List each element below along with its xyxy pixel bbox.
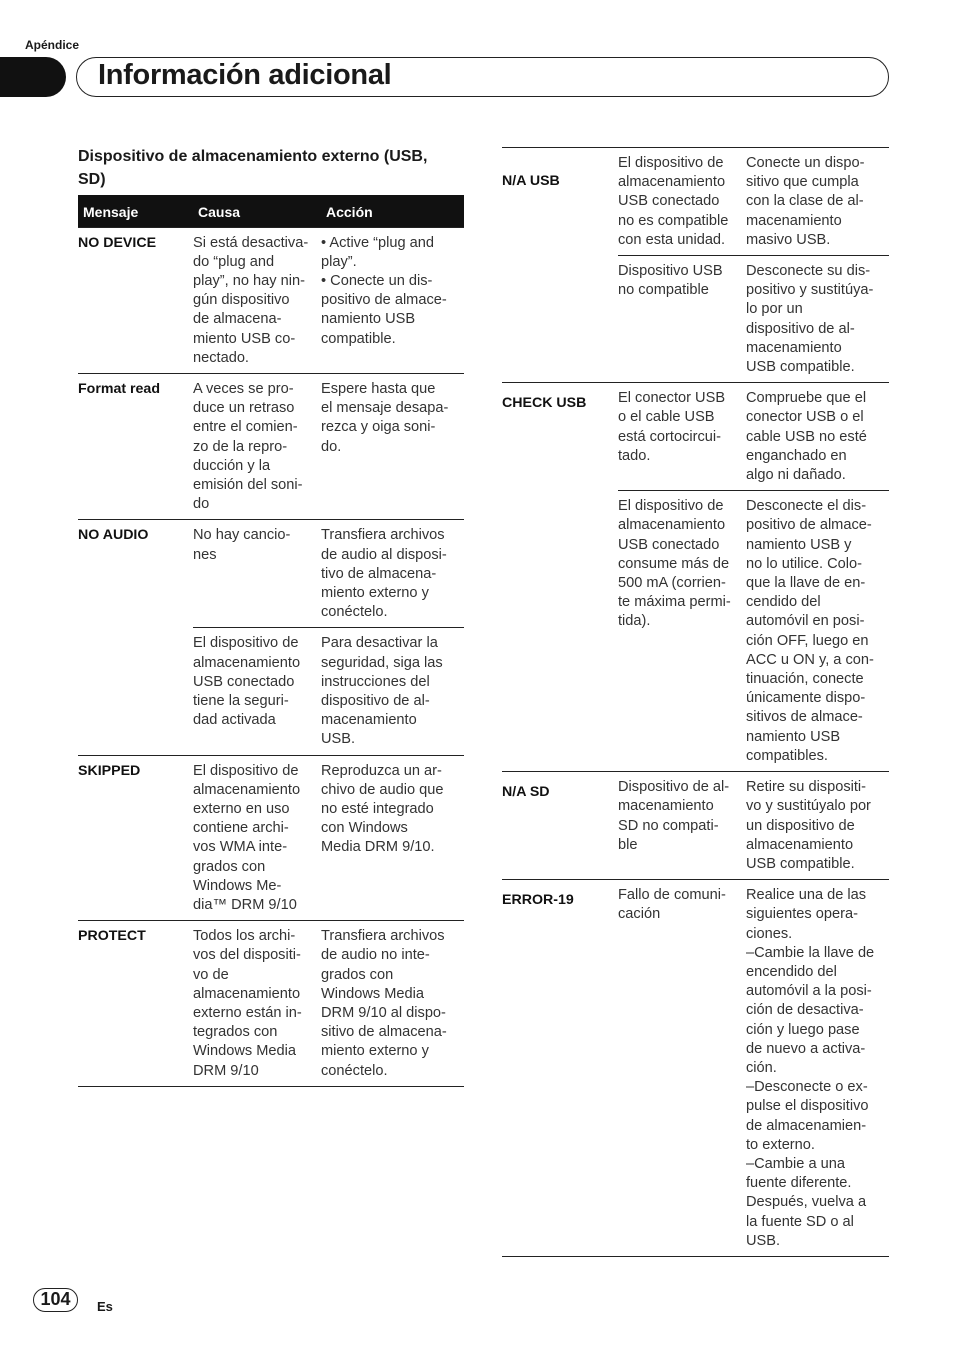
cause-cell — [193, 628, 321, 755]
action-text-line: sitivo de almacena- — [321, 1024, 447, 1041]
cause-text-line: externo en uso — [193, 800, 290, 817]
action-text-line: Retire su dispositi- — [746, 779, 867, 796]
cause-text-line: vos del dispositi- — [193, 947, 301, 964]
action-text-line: pulse el dispositivo — [746, 1098, 869, 1115]
cause-text-line: miento USB co- — [193, 330, 296, 347]
cause-text-line: Windows Me- — [193, 877, 282, 894]
cause-text-line: almacenamiento — [618, 517, 726, 534]
action-text-line: –Cambie a una — [746, 1155, 845, 1172]
cause-cell — [193, 373, 321, 519]
message-cell — [78, 628, 193, 755]
table-row — [78, 628, 464, 755]
cause-text-line: tiene la seguri- — [193, 692, 289, 709]
action-cell — [321, 520, 464, 628]
action-text-line: Desconecte el dis- — [746, 498, 867, 515]
header-accion: Acción — [321, 195, 464, 227]
cause-text-line: emisión del soni- — [193, 476, 303, 493]
cause-text-line: almacenamiento — [193, 985, 301, 1002]
action-text-line: rezca y oiga soni- — [321, 419, 436, 436]
action-cell — [746, 256, 889, 383]
message-cell — [502, 491, 618, 772]
action-text-line: USB. — [321, 731, 356, 748]
action-text-line: dispositivo de al- — [746, 320, 855, 337]
cause-text-line: A veces se pro- — [193, 380, 294, 397]
action-text-line: conector USB o el — [746, 409, 864, 426]
cause-text-line: do “plug and — [193, 253, 275, 270]
action-text-line: macenamiento — [321, 712, 417, 729]
cause-cell — [193, 755, 321, 921]
action-text-line: ción y luego pase — [746, 1021, 860, 1038]
cause-text-line: USB conectado — [618, 193, 720, 210]
action-text-line: sitivos de almace- — [746, 709, 863, 726]
message-cell: NO DEVICE — [78, 227, 193, 373]
action-text-line: –Cambie la llave de — [746, 944, 875, 961]
action-cell — [321, 628, 464, 755]
table-row — [502, 383, 889, 491]
cause-text-line: do — [193, 496, 210, 513]
action-text-line: vo y sustitúyalo por — [746, 798, 871, 815]
cause-text-line: El dispositivo de — [193, 635, 299, 652]
message-cell — [502, 256, 618, 383]
message-cell: ERROR-19 — [502, 880, 618, 1257]
action-text-line: con Windows — [321, 820, 408, 837]
cause-text-line: DRM 9/10 — [193, 1062, 259, 1079]
cause-text-line: tegrados con — [193, 1024, 278, 1041]
action-text-line: compatible. — [321, 330, 396, 347]
cause-text-line: no compatible — [618, 282, 709, 299]
cause-text-line: consume más de — [618, 555, 730, 572]
cause-text-line: tado. — [618, 447, 651, 464]
cause-cell — [618, 148, 746, 256]
action-text-line: enganchado en — [746, 447, 847, 464]
action-text-line: encendido del — [746, 963, 837, 980]
action-text-line: Realice una de las — [746, 887, 867, 904]
action-text-line: Reproduzca un ar- — [321, 762, 442, 779]
table-row — [502, 772, 889, 880]
header-mensaje: Mensaje — [78, 195, 193, 227]
section-tab — [0, 57, 66, 97]
action-text-line: chivo de audio que — [321, 781, 444, 798]
action-text-line: algo ni dañado. — [746, 467, 846, 484]
cause-cell — [618, 772, 746, 880]
cause-text-line: ducción y la — [193, 457, 271, 474]
header-causa: Causa — [193, 195, 321, 227]
action-text-line: masivo USB. — [746, 231, 831, 248]
action-text-line: Conecte un dispo- — [746, 155, 865, 171]
cause-text-line: gún dispositivo — [193, 292, 290, 309]
message-cell: PROTECT — [78, 921, 193, 1087]
messages-table-left — [78, 195, 464, 1087]
cause-text-line: zo de la repro- — [193, 438, 288, 455]
action-cell — [321, 227, 464, 373]
action-text-line: • Active “plug and — [321, 234, 435, 251]
action-text-line: automóvil a la posi- — [746, 983, 872, 1000]
table-row — [78, 520, 464, 628]
action-text-line: namiento USB y — [746, 536, 852, 553]
action-text-line: DRM 9/10 al dispo- — [321, 1005, 446, 1022]
action-cell — [746, 383, 889, 491]
action-cell — [746, 880, 889, 1257]
cause-text-line: Windows Media — [193, 1043, 297, 1060]
action-text-line: positivo y sustitúya- — [746, 282, 874, 299]
message-cell: N/A USB — [502, 148, 618, 256]
action-text-line: instrucciones del — [321, 673, 430, 690]
cause-text-line: El dispositivo de — [618, 155, 724, 171]
cause-text-line: no es compatible — [618, 212, 729, 229]
cause-text-line: dia™ DRM 9/10 — [193, 897, 297, 913]
cause-text-line: 500 mA (corrien- — [618, 575, 726, 592]
cause-text-line: almacenamiento — [193, 654, 301, 671]
cause-cell — [193, 227, 321, 373]
action-text-line: namiento USB — [321, 311, 416, 328]
cause-text-line: cación — [618, 906, 661, 923]
action-text-line: Desconecte su dis- — [746, 263, 871, 280]
message-cell: N/A SD — [502, 772, 618, 880]
table-row — [78, 227, 464, 373]
cause-text-line: nes — [193, 546, 217, 563]
action-text-line: almacenamiento — [746, 836, 854, 853]
cause-text-line: está cortocircui- — [618, 428, 721, 445]
action-text-line: • Conecte un dis- — [321, 272, 433, 289]
action-text-line: positivo de almace- — [321, 292, 447, 309]
action-text-line: cendido del — [746, 594, 821, 611]
table-row — [78, 755, 464, 921]
cause-text-line: El dispositivo de — [193, 762, 299, 779]
action-text-line: tivo de almacena- — [321, 565, 437, 582]
cause-text-line: nectado. — [193, 349, 249, 366]
action-text-line: seguridad, siga las — [321, 654, 443, 671]
action-text-line: to externo. — [746, 1136, 815, 1153]
action-text-line: miento externo y — [321, 1043, 429, 1060]
table-row — [502, 148, 889, 256]
action-text-line: macenamiento — [746, 212, 842, 229]
message-cell: CHECK USB — [502, 383, 618, 491]
action-text-line: tinuación, conecte — [746, 671, 864, 688]
action-text-line: conéctelo. — [321, 604, 388, 621]
action-text-line: USB compatible. — [746, 359, 855, 376]
action-cell — [746, 772, 889, 880]
cause-cell — [618, 256, 746, 383]
action-text-line: Para desactivar la — [321, 635, 438, 652]
action-text-line: ciones. — [746, 925, 793, 942]
action-text-line: USB compatible. — [746, 855, 855, 872]
table-row — [502, 491, 889, 772]
action-text-line: de almacenamien- — [746, 1117, 867, 1134]
cause-text-line: almacenamiento — [618, 174, 726, 191]
action-text-line: no esté integrado — [321, 800, 434, 817]
action-text-line: ción OFF, luego en — [746, 632, 869, 649]
cause-text-line: grados con — [193, 858, 266, 875]
cause-text-line: El dispositivo de — [618, 498, 724, 515]
action-text-line: positivo de almace- — [746, 517, 872, 534]
action-text-line: siguientes opera- — [746, 906, 858, 923]
cause-text-line: con esta unidad. — [618, 231, 726, 248]
cause-text-line: SD no compati- — [618, 817, 719, 834]
action-cell — [321, 373, 464, 519]
action-text-line: do. — [321, 438, 342, 455]
action-text-line: ción de desactiva- — [746, 1002, 864, 1019]
action-text-line: compatibles. — [746, 747, 828, 764]
action-text-line: Espere hasta que — [321, 380, 436, 397]
cause-cell — [618, 880, 746, 1257]
language-code: Es — [97, 1299, 113, 1314]
message-cell: NO AUDIO — [78, 520, 193, 628]
cause-text-line: No hay cancio- — [193, 527, 291, 544]
cause-text-line: Si está desactiva- — [193, 234, 309, 251]
message-cell: Format read — [78, 373, 193, 519]
action-text-line: ción. — [746, 1059, 777, 1076]
action-text-line: macenamiento — [746, 339, 842, 356]
page-title: Información adicional — [98, 59, 392, 91]
action-text-line: miento externo y — [321, 584, 429, 601]
action-text-line: un dispositivo de — [746, 817, 855, 834]
cause-text-line: almacenamiento — [193, 781, 301, 798]
cause-text-line: Fallo de comuni- — [618, 887, 726, 904]
message-cell: SKIPPED — [78, 755, 193, 921]
action-text-line: namiento USB — [746, 728, 841, 745]
cause-text-line: te máxima permi- — [618, 594, 731, 611]
table-row — [502, 880, 889, 1257]
cause-text-line: tida). — [618, 613, 651, 630]
action-text-line: Después, vuelva a — [746, 1194, 867, 1211]
action-text-line: fuente diferente. — [746, 1175, 852, 1192]
action-cell — [746, 491, 889, 772]
action-text-line: grados con — [321, 966, 394, 983]
cause-text-line: ble — [618, 836, 638, 853]
cause-text-line: El conector USB — [618, 390, 726, 407]
action-text-line: la fuente SD o al — [746, 1213, 854, 1230]
action-cell — [321, 921, 464, 1087]
action-text-line: el mensaje desapa- — [321, 400, 449, 417]
action-text-line: cable USB no esté — [746, 428, 867, 445]
cause-text-line: externo están in- — [193, 1005, 302, 1022]
cause-text-line: dad activada — [193, 712, 276, 729]
messages-table-right — [502, 147, 889, 1257]
cause-text-line: Dispositivo de al- — [618, 779, 730, 796]
cause-text-line: contiene archi- — [193, 820, 289, 837]
cause-text-line: vo de — [193, 966, 229, 983]
action-text-line: USB. — [746, 1232, 781, 1249]
cause-text-line: play”, no hay nin- — [193, 272, 305, 289]
action-text-line: Transfiera archivos — [321, 527, 445, 544]
action-text-line: Windows Media — [321, 985, 425, 1002]
action-text-line: lo por un — [746, 301, 803, 318]
action-text-line: sitivo que cumpla — [746, 174, 859, 191]
cause-text-line: duce un retraso — [193, 400, 295, 417]
cause-cell — [193, 921, 321, 1087]
action-text-line: ACC u ON y, a con- — [746, 651, 874, 668]
action-cell — [321, 755, 464, 921]
action-text-line: Media DRM 9/10. — [321, 839, 435, 856]
section-label: Apéndice — [25, 38, 80, 52]
cause-cell — [618, 383, 746, 491]
table-row — [502, 256, 889, 383]
action-text-line: automóvil en posi- — [746, 613, 865, 630]
subheading: Dispositivo de almacenamiento externo (USB, SD) — [78, 148, 428, 188]
table-row — [78, 921, 464, 1087]
action-text-line: únicamente dispo- — [746, 690, 866, 707]
cause-text-line: vos WMA inte- — [193, 839, 288, 856]
table-header-row — [78, 195, 464, 227]
action-text-line: play”. — [321, 253, 357, 270]
cause-cell — [618, 491, 746, 772]
action-cell — [746, 148, 889, 256]
cause-text-line: macenamiento — [618, 798, 714, 815]
action-text-line: de audio al disposi- — [321, 546, 447, 563]
page-number: 104 — [33, 1288, 78, 1312]
action-text-line: conéctelo. — [321, 1062, 388, 1079]
action-text-line: que la llave de en- — [746, 575, 866, 592]
action-text-line: Transfiera archivos — [321, 928, 445, 945]
cause-cell — [193, 520, 321, 628]
cause-text-line: USB conectado — [193, 673, 295, 690]
action-text-line: no lo utilice. Colo- — [746, 555, 862, 572]
action-text-line: –Desconecte o ex- — [746, 1079, 868, 1096]
cause-text-line: entre el comien- — [193, 419, 298, 436]
cause-text-line: o el cable USB — [618, 409, 715, 426]
cause-text-line: USB conectado — [618, 536, 720, 553]
cause-text-line: de almacena- — [193, 311, 282, 328]
cause-text-line: Dispositivo USB — [618, 263, 723, 280]
table-row — [78, 373, 464, 519]
action-text-line: de nuevo a activa- — [746, 1040, 866, 1057]
cause-text-line: Todos los archi- — [193, 928, 296, 945]
action-text-line: de audio no inte- — [321, 947, 430, 964]
action-text-line: dispositivo de al- — [321, 692, 430, 709]
action-text-line: Compruebe que el — [746, 390, 867, 407]
action-text-line: con la clase de al- — [746, 193, 864, 210]
